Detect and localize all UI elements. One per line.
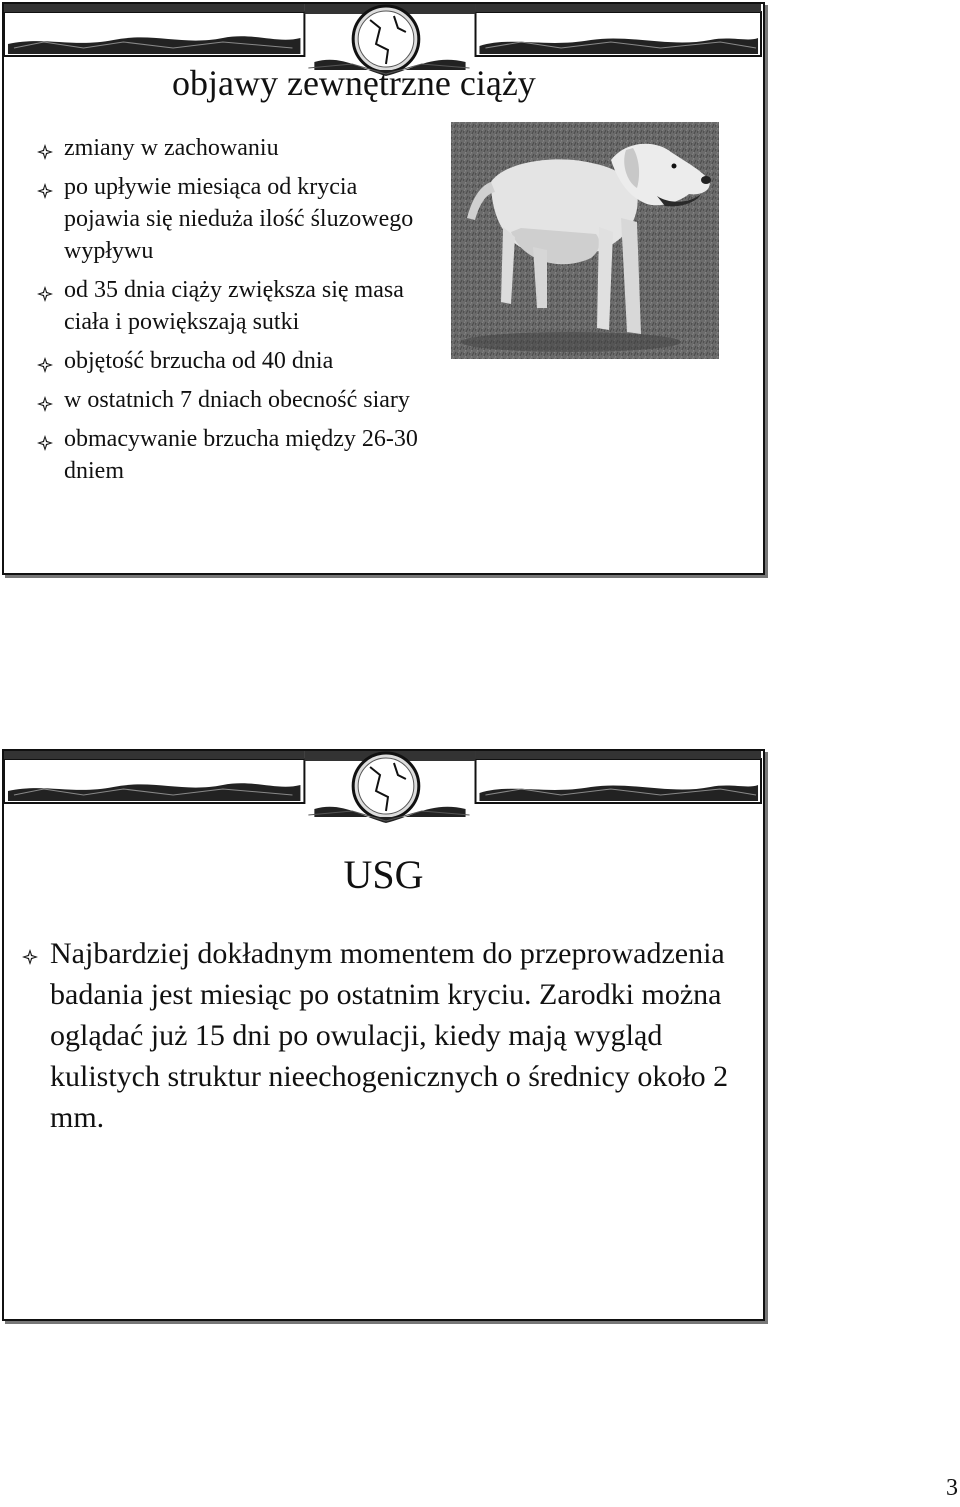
diamond-bullet-icon: [37, 183, 53, 199]
list-item-text: po upływie miesiąca od krycia pojawia się nieduża ilość śluzowego wypływu: [64, 174, 414, 264]
list-item: [4, 345, 434, 377]
diamond-bullet-icon: [22, 949, 38, 965]
slide-title: objawy zewnętrzne ciąży: [172, 63, 536, 103]
slide-title: USG: [343, 852, 424, 897]
page-number: 3: [946, 1475, 958, 1501]
list-item-text: od 35 dnia ciąży zwiększa się masa ciała i powiększają sutki: [64, 277, 404, 335]
slide-2: [2, 749, 765, 1321]
diamond-bullet-icon: [37, 435, 53, 451]
list-item: [4, 171, 434, 267]
list-item-text: obmacywanie brzucha między 26-30 dniem: [64, 426, 418, 484]
list-item-text: zmiany w zachowaniu: [64, 135, 279, 161]
list-item: [4, 132, 434, 164]
bullet-list: [4, 933, 759, 1138]
list-item: [4, 384, 434, 416]
diamond-bullet-icon: [37, 396, 53, 412]
list-item-text: Najbardziej dokładnym momentem do przeprowadzenia badania jest miesiąc po ostatnim kryciu. Zarodki można oglądać już 15 dni po owulacji, kiedy mają wygląd kulistych struktur nieechogenicznych o średnicy około 2 mm.: [50, 937, 729, 1134]
list-item: [4, 274, 434, 338]
list-item-text: w ostatnich 7 dniach obecność siary: [64, 387, 410, 413]
bullet-list: [4, 132, 434, 494]
diamond-bullet-icon: [37, 144, 53, 160]
diamond-bullet-icon: [37, 357, 53, 373]
slide-1: [2, 2, 765, 575]
diamond-bullet-icon: [37, 286, 53, 302]
list-item-text: objętość brzucha od 40 dnia: [64, 348, 334, 374]
list-item: [4, 933, 759, 1138]
decorative-banner: [4, 751, 763, 833]
list-item: [4, 423, 434, 487]
dog-photo: [451, 122, 719, 359]
